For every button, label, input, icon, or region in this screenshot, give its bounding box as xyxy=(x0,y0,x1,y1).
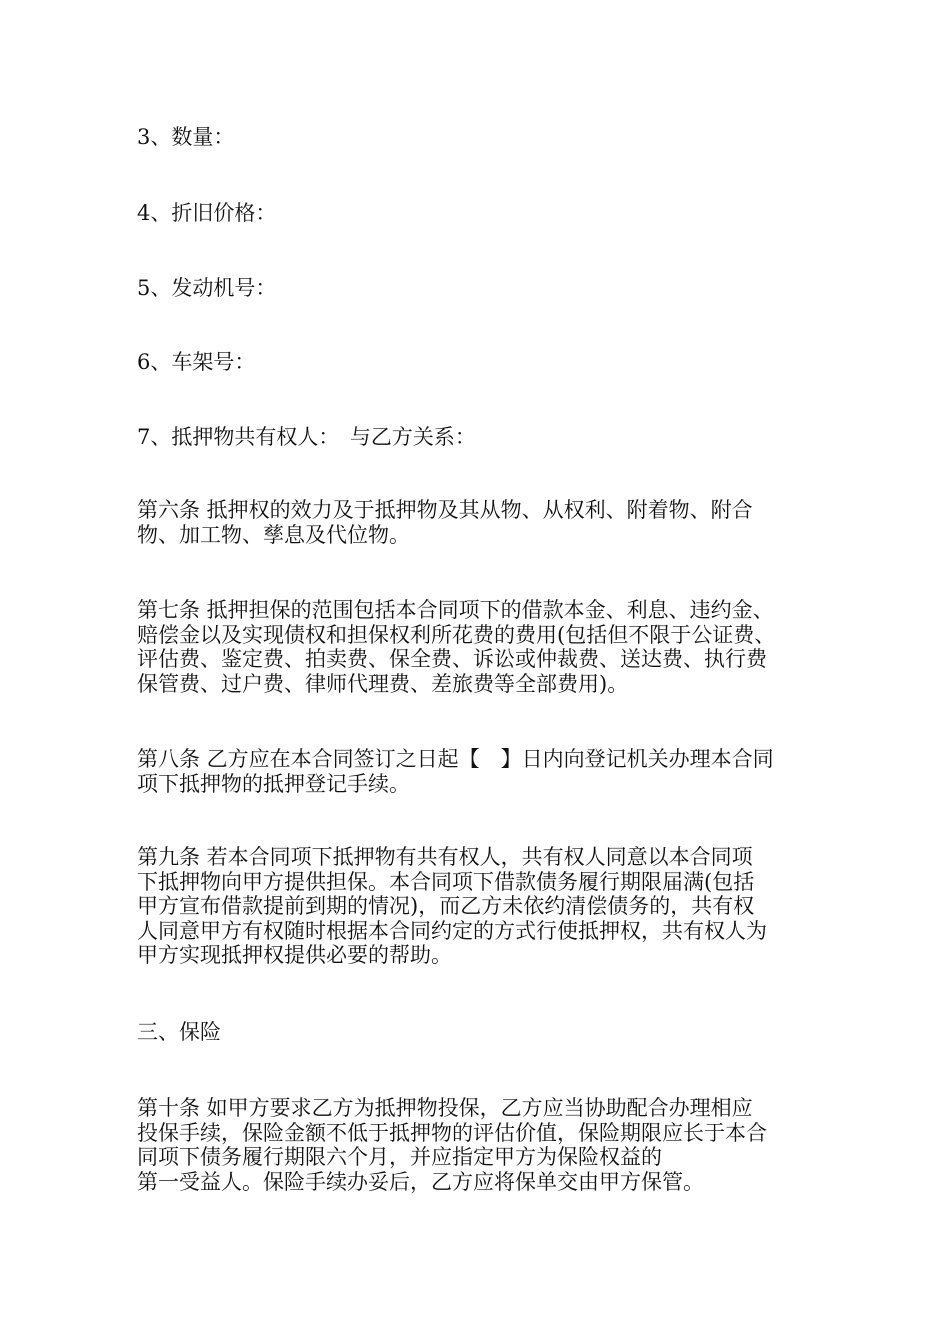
article-8-line: 项下抵押物的抵押登记手续。 xyxy=(137,771,410,796)
item-quantity: 3、数量： xyxy=(137,125,235,149)
article-9-line: 第九条 若本合同项下抵押物有共有权人，共有权人同意以本合同项 xyxy=(137,845,753,869)
article-10 xyxy=(137,1096,767,1194)
item-co-owner: 7、抵押物共有权人： 与乙方关系： xyxy=(137,425,476,449)
article-9 xyxy=(137,845,767,968)
article-6 xyxy=(137,498,753,547)
article-7-line: 赔偿金以及实现债权和担保权利所花费的费用(包括但不限于公证费、 xyxy=(137,622,776,647)
article-6-line: 物、加工物、孳息及代位物。 xyxy=(137,522,410,547)
article-10-line: 投保手续，保险金额不低于抵押物的评估价值，保险期限应长于本合 xyxy=(137,1120,767,1145)
item-depreciation-price: 4、折旧价格： xyxy=(137,201,277,225)
article-7-line: 评估费、鉴定费、拍卖费、保全费、诉讼或仲裁费、送达费、执行费 xyxy=(137,647,767,671)
article-7-line: 保管费、过户费、律师代理费、差旅费等全部费用)。 xyxy=(137,671,629,696)
article-8 xyxy=(137,747,774,796)
article-10-line: 同项下债务履行期限六个月，并应指定甲方为保险权益的 xyxy=(137,1145,662,1169)
article-10-line: 第一受益人。保险手续办妥后，乙方应将保单交由甲方保管。 xyxy=(137,1169,704,1194)
article-9-line: 甲方实现抵押权提供必要的帮助。 xyxy=(137,943,452,967)
item-engine-number: 5、发动机号： xyxy=(137,276,277,300)
article-9-line: 甲方宣布借款提前到期的情况)，而乙方未依约清偿债务的，共有权 xyxy=(137,894,755,918)
article-6-line: 第六条 抵押权的效力及于抵押物及其从物、从权利、附着物、附合 xyxy=(137,498,753,522)
section-heading-insurance: 三、保险 xyxy=(137,1020,221,1044)
article-9-line: 下抵押物向甲方提供担保。本合同项下借款债务履行期限届满(包括 xyxy=(137,869,755,894)
article-7-line: 第七条 抵押担保的范围包括本合同项下的借款本金、利息、违约金、 xyxy=(137,598,774,622)
article-8-line: 第八条 乙方应在本合同签订之日起【 】日内向登记机关办理本合同 xyxy=(137,747,774,771)
article-10-line: 第十条 如甲方要求乙方为抵押物投保，乙方应当协助配合办理相应 xyxy=(137,1096,753,1120)
article-9-line: 人同意甲方有权随时根据本合同约定的方式行使抵押权，共有权人为 xyxy=(137,918,767,943)
item-frame-number: 6、车架号： xyxy=(137,350,256,374)
article-7 xyxy=(137,598,775,696)
